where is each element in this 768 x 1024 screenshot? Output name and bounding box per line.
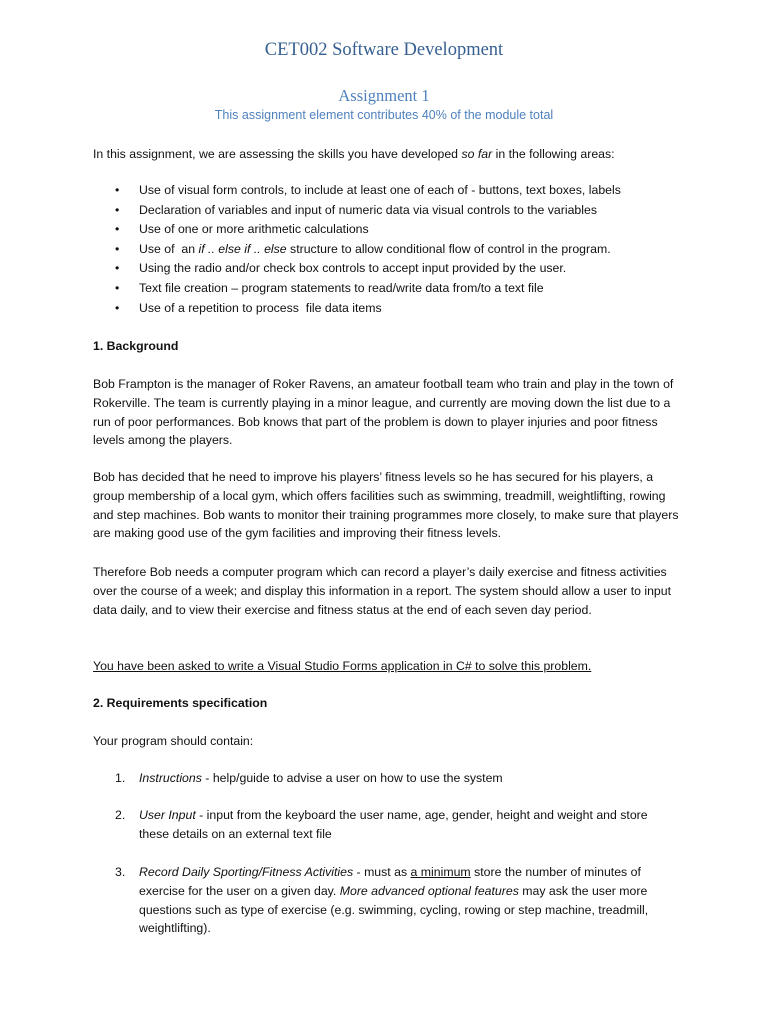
document-title: CET002 Software Development — [264, 40, 504, 60]
list-item — [93, 259, 693, 279]
list-item — [115, 806, 680, 844]
list-item — [93, 220, 693, 240]
background-paragraph-1: Bob Frampton is the manager of Roker Ravens, an amateur football team who train and play in the town of Rokerville. The team is currently playing in a minor league, and currently are moving down the list due to a run of poor performances. Bob knows that part of the problem is down to player injuries and poor fitness levels among the players. — [93, 377, 674, 448]
list-item — [115, 863, 680, 938]
list-item-text: Use of a repetition to process file data items — [139, 300, 382, 315]
background-paragraph-3: Therefore Bob needs a computer program which can record a player’s daily exercise and fitness activities over the course of a week; and display this information in a report. The system should allow a user to input data daily, and to view their exercise and fitness status at the end of each seven day period. — [93, 565, 672, 617]
list-item-text-end: structure to allow conditional flow of control in the program. — [286, 241, 611, 256]
list-item-emphasis: if .. else if .. else — [198, 241, 287, 256]
section-heading-requirements: 2. Requirements specification — [93, 696, 268, 710]
list-item-text: Use of visual form controls, to include at least one of each of - buttons, text boxes, labels — [139, 183, 621, 197]
bullet-icon: • — [115, 222, 120, 237]
section-heading-background: 1. Background — [93, 339, 179, 353]
item-text: - help/guide to advise a user on how to use the system — [201, 771, 503, 785]
item-text: - must as — [353, 865, 411, 879]
bullet-icon: • — [115, 241, 120, 256]
list-number: 3. — [115, 865, 126, 879]
list-item — [93, 279, 693, 299]
bullet-icon: • — [115, 183, 120, 197]
requirements-lead: Your program should contain: — [93, 734, 254, 748]
list-item — [115, 769, 680, 788]
list-number: 1. — [115, 771, 126, 785]
intro-text: In this assignment, we are assessing the skills you have developed — [93, 147, 462, 161]
list-item-text: Use of an — [139, 241, 199, 256]
list-number: 2. — [115, 808, 126, 822]
list-item — [93, 240, 693, 260]
list-item — [93, 201, 693, 221]
list-item — [93, 299, 693, 319]
assignment-heading: Assignment 1 — [338, 86, 430, 105]
item-heading: User Input — [139, 808, 196, 822]
intro-emphasis: so far — [461, 147, 493, 161]
weighting-note: This assignment element contributes 40% of the module total — [214, 108, 554, 122]
list-item-text: Use of one or more arithmetic calculations — [139, 222, 369, 237]
list-item-text: Using the radio and/or check box controls to accept input provided by the user. — [139, 261, 567, 276]
item-heading: Instructions — [139, 771, 202, 785]
bullet-icon: • — [115, 300, 120, 315]
intro-text-end: in the following areas: — [492, 147, 615, 161]
bullet-icon: • — [115, 202, 120, 217]
list-item-text: Declaration of variables and input of numeric data via visual controls to the variables — [139, 202, 597, 217]
item-heading: Record Daily Sporting/Fitness Activities — [139, 865, 354, 879]
bullet-icon: • — [115, 261, 120, 276]
item-text: - input from the keyboard the user name, age, gender, height and weight and store these details on an external text file — [139, 808, 648, 841]
intro-paragraph — [93, 145, 683, 164]
bullet-icon: • — [115, 280, 120, 295]
list-item-text: Text file creation – program statements to read/write data from/to a text file — [139, 280, 544, 295]
list-item — [93, 181, 693, 201]
item-text-mid: store the number of minutes of exercise for the user on a given day. — [139, 865, 641, 898]
task-statement: You have been asked to write a Visual Studio Forms application in C# to solve this problem. — [93, 659, 592, 673]
skills-list — [93, 181, 693, 318]
item-emphasis: More advanced optional features — [339, 883, 519, 898]
item-underlined-text: a minimum — [410, 865, 471, 879]
background-paragraph-2: Bob has decided that he need to improve his players’ fitness levels so he has secured for his players, a group membership of a local gym, which offers facilities such as swimming, treadmill, weightlifting, rowing and step machines. Bob wants to monitor their training programmes more closely, to make sure that players are making good use of the gym facilities and improving their fitness levels. — [93, 470, 679, 541]
item-text-end: may ask the user more questions such as type of exercise (e.g. swimming, cycling, rowing or step machine, treadmill, weightlifting). — [139, 883, 649, 936]
